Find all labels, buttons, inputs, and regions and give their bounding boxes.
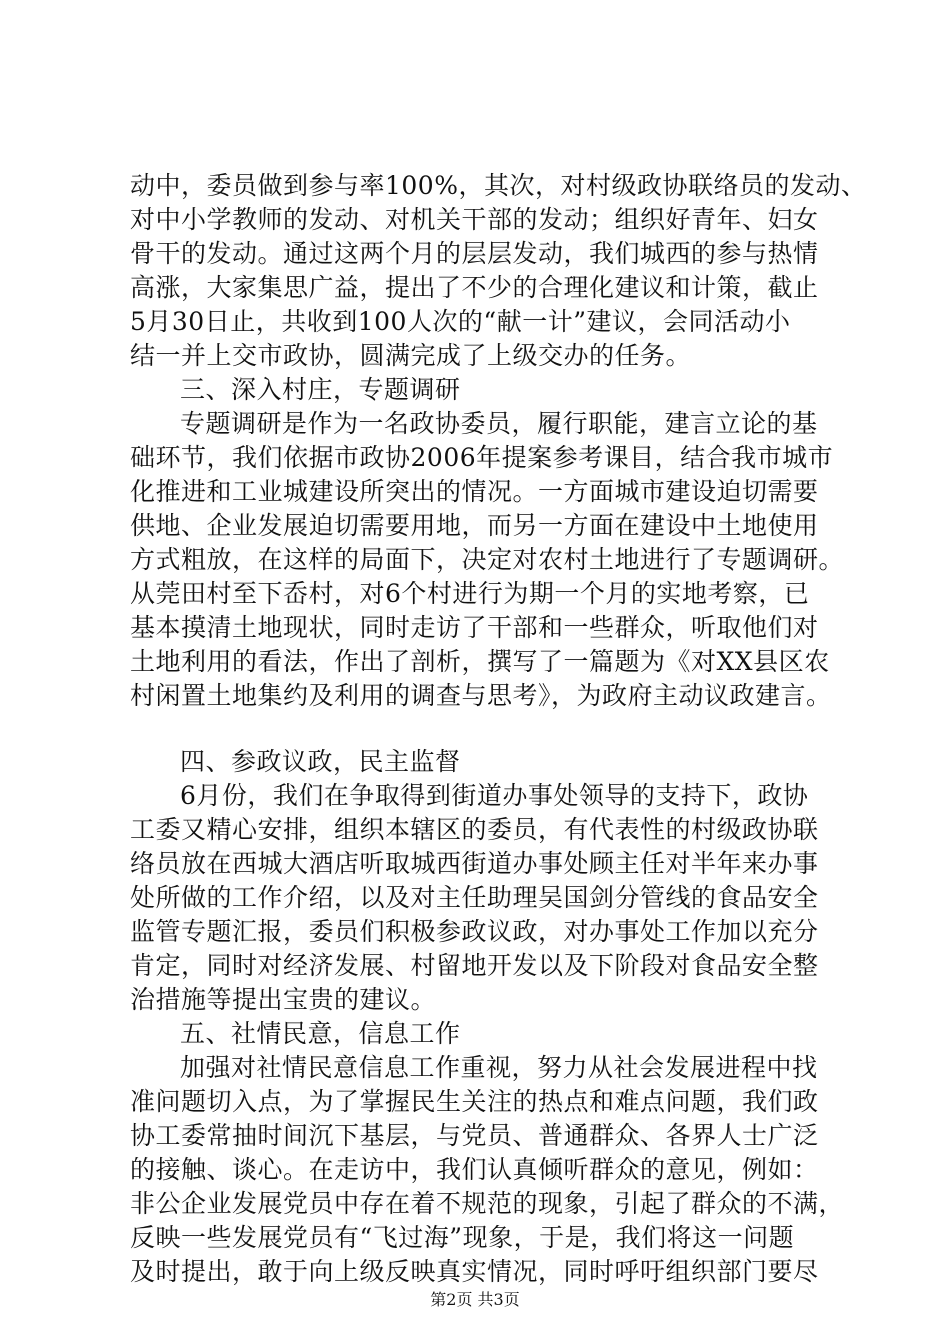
section-heading: 四、参政议政，民主监督	[180, 747, 461, 776]
paragraph-line: 村闲置土地集约及利用的调查与思考》，为政府主动议政建言。	[130, 681, 832, 710]
paragraph-line: 化推进和工业城建设所突出的情况。一方面城市建设迫切需要	[130, 477, 819, 506]
paragraph-line: 反映一些发展党员有“飞过海”现象，于是，我们将这一问题	[130, 1223, 795, 1252]
paragraph-line: 处所做的工作介绍，以及对主任助理吴国剑分管线的食品安全	[130, 883, 819, 912]
paragraph-line: 及时提出，敢于向上级反映真实情况，同时呼吁组织部门要尽	[130, 1257, 819, 1286]
section-heading: 五、社情民意，信息工作	[180, 1019, 461, 1048]
paragraph-line: 专题调研是作为一名政协委员，履行职能，建言立论的基	[180, 409, 818, 438]
section-heading: 三、深入村庄，专题调研	[180, 375, 461, 404]
paragraph-line: 骨干的发动。通过这两个月的层层发动，我们城西的参与热情	[130, 239, 819, 268]
paragraph-line: 加强对社情民意信息工作重视，努力从社会发展进程中找	[180, 1053, 818, 1082]
paragraph-line: 供地、企业发展迫切需要用地，而另一方面在建设中土地使用	[130, 511, 819, 540]
paragraph-line: 从莞田村至下岙村，对6个村进行为期一个月的实地考察，已	[130, 579, 810, 608]
paragraph-line: 结一并上交市政协，圆满完成了上级交办的任务。	[130, 341, 692, 370]
paragraph-line: 动中，委员做到参与率100%，其次，对村级政协联络员的发动、	[130, 171, 867, 200]
paragraph-line: 土地利用的看法，作出了剖析，撰写了一篇题为《对XX县区农	[130, 647, 830, 676]
paragraph-line: 工委又精心安排，组织本辖区的委员，有代表性的村级政协联	[130, 815, 819, 844]
paragraph-line: 监管专题汇报，委员们积极参政议政，对办事处工作加以充分	[130, 917, 819, 946]
paragraph-line: 6月份，我们在争取得到街道办事处领导的支持下，政协	[180, 781, 809, 810]
paragraph-line: 础环节，我们依据市政协2006年提案参考课目，结合我市城市	[130, 443, 834, 472]
paragraph-line: 5月30日止，共收到100人次的“献一计”建议，会同活动小	[130, 307, 791, 336]
paragraph-line: 对中小学教师的发动、对机关干部的发动；组织好青年、妇女	[130, 205, 819, 234]
paragraph-line: 准问题切入点，为了掌握民生关注的热点和难点问题，我们政	[130, 1087, 819, 1116]
paragraph-line: 非公企业发展党员中存在着不规范的现象，引起了群众的不满，	[130, 1189, 845, 1218]
paragraph-line: 络员放在西城大酒店听取城西街道办事处顾主任对半年来办事	[130, 849, 819, 878]
paragraph-line: 的接触、谈心。在走访中，我们认真倾听群众的意见，例如：	[130, 1155, 819, 1184]
paragraph-line: 高涨，大家集思广益，提出了不少的合理化建议和计策，截止	[130, 273, 819, 302]
paragraph-line: 协工委常抽时间沉下基层，与党员、普通群众、各界人士广泛	[130, 1121, 819, 1150]
paragraph-line: 基本摸清土地现状，同时走访了干部和一些群众，听取他们对	[130, 613, 819, 642]
page-footer: 第2页 共3页	[430, 1290, 520, 1309]
paragraph-line: 肯定，同时对经济发展、村留地开发以及下阶段对食品安全整	[130, 951, 819, 980]
paragraph-line: 治措施等提出宝贵的建议。	[130, 985, 437, 1014]
paragraph-line: 方式粗放，在这样的局面下，决定对农村土地进行了专题调研。	[130, 545, 845, 574]
